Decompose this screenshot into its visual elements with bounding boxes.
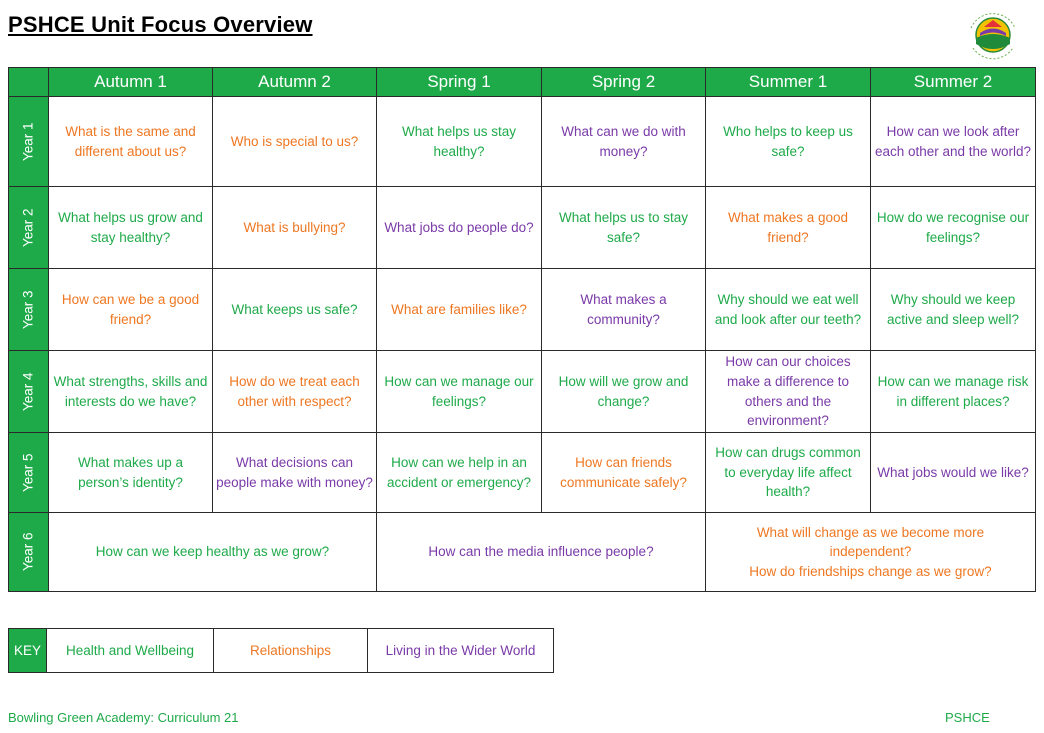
year-row <box>9 97 1036 187</box>
header-corner <box>9 68 49 97</box>
unit-cell: What jobs do people do? <box>377 187 542 269</box>
unit-cell: What is bullying? <box>213 187 377 269</box>
unit-cell: What makes a good friend? <box>706 187 871 269</box>
unit-cell: What helps us to stay safe? <box>542 187 706 269</box>
year-row <box>9 269 1036 351</box>
unit-cell: How can we manage risk in different places? <box>871 351 1036 433</box>
unit-cell: How can our choices make a difference to others and the environment? <box>706 351 871 433</box>
unit-cell: What strengths, skills and interests do we have? <box>49 351 213 433</box>
year-label: Year 6 <box>9 513 49 592</box>
unit-cell: What makes up a person’s identity? <box>49 433 213 513</box>
summer-line: What will change as we become more independent? <box>756 524 985 560</box>
unit-cell: What helps us grow and stay healthy? <box>49 187 213 269</box>
unit-cell: What is the same and different about us? <box>49 97 213 187</box>
unit-cell: What keeps us safe? <box>213 269 377 351</box>
unit-cell: How will we grow and change? <box>542 351 706 433</box>
unit-cell-autumn: How can we keep healthy as we grow? <box>49 513 377 592</box>
year-label: Year 2 <box>9 187 49 269</box>
term-header: Spring 1 <box>377 68 542 97</box>
summer-line: How do friendships change as we grow? <box>749 563 992 579</box>
year-row <box>9 433 1036 513</box>
term-header-row <box>9 68 1036 97</box>
key-health-wellbeing: Health and Wellbeing <box>47 629 214 673</box>
unit-cell: How can we help in an accident or emergency? <box>377 433 542 513</box>
unit-cell: What can we do with money? <box>542 97 706 187</box>
unit-cell: How can we manage our feelings? <box>377 351 542 433</box>
term-header: Autumn 1 <box>49 68 213 97</box>
term-header: Summer 1 <box>706 68 871 97</box>
key-label: KEY <box>9 629 47 673</box>
term-header: Autumn 2 <box>213 68 377 97</box>
unit-cell: How do we recognise our feelings? <box>871 187 1036 269</box>
unit-overview-table <box>8 67 1036 592</box>
unit-cell: Who is special to us? <box>213 97 377 187</box>
unit-cell: Why should we keep active and sleep well? <box>871 269 1036 351</box>
footer-school: Bowling Green Academy: Curriculum 21 <box>8 710 239 725</box>
key-wider-world: Living in the Wider World <box>368 629 554 673</box>
year-label: Year 5 <box>9 433 49 513</box>
term-header: Summer 2 <box>871 68 1036 97</box>
year-label: Year 4 <box>9 351 49 433</box>
unit-cell-summer <box>706 513 1036 592</box>
page-title: PSHCE Unit Focus Overview <box>8 12 313 37</box>
term-header: Spring 2 <box>542 68 706 97</box>
unit-cell: What helps us stay healthy? <box>377 97 542 187</box>
unit-cell: How can drugs common to everyday life affect health? <box>706 433 871 513</box>
unit-cell: How can we look after each other and the world? <box>871 97 1036 187</box>
year-label: Year 3 <box>9 269 49 351</box>
year-row <box>9 351 1036 433</box>
year-label: Year 1 <box>9 97 49 187</box>
unit-cell: How can friends communicate safely? <box>542 433 706 513</box>
school-logo-icon <box>966 8 1020 62</box>
unit-cell: Why should we eat well and look after our teeth? <box>706 269 871 351</box>
unit-cell: How can we be a good friend? <box>49 269 213 351</box>
footer-subject: PSHCE <box>945 710 990 725</box>
year-row <box>9 187 1036 269</box>
key-relationships: Relationships <box>214 629 368 673</box>
unit-cell: How do we treat each other with respect? <box>213 351 377 433</box>
year-row <box>9 513 1036 592</box>
unit-cell: Who helps to keep us safe? <box>706 97 871 187</box>
unit-cell: What makes a community? <box>542 269 706 351</box>
unit-cell: What decisions can people make with money? <box>213 433 377 513</box>
theme-key <box>8 628 554 673</box>
unit-cell: What jobs would we like? <box>871 433 1036 513</box>
unit-cell-spring: How can the media influence people? <box>377 513 706 592</box>
unit-cell: What are families like? <box>377 269 542 351</box>
